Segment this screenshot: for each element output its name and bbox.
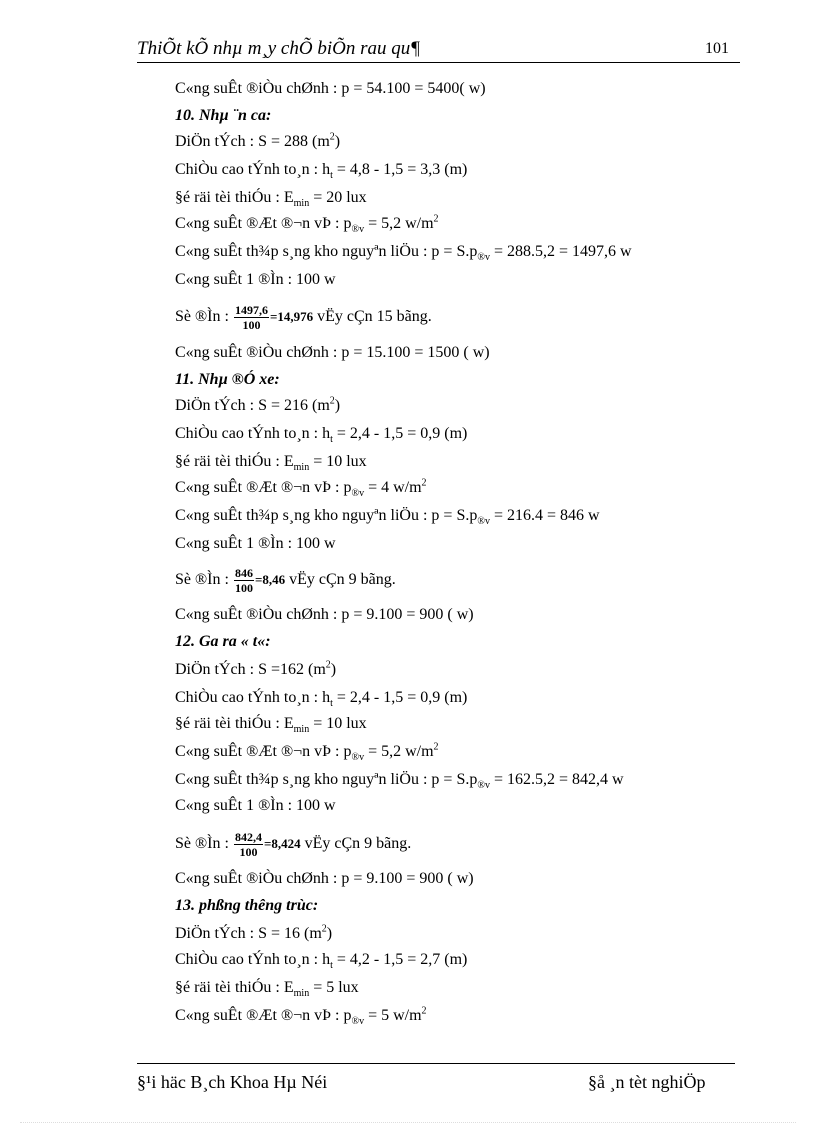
text-line: DiÖn tÝch : S = 216 $(m^2)$ (175, 395, 341, 414)
footer-divider (137, 1063, 735, 1064)
text-line: DiÖn tÝch : S =162 $(m^2)$ (175, 659, 337, 678)
fraction: $\frac{846}{100}$ (234, 566, 253, 595)
section-heading: 13. phßng thêng trùc: (175, 897, 319, 914)
text-line: C«ng suÊt ®iÒu chØnh : p = 15.100 = 1500 ( w) (175, 344, 490, 361)
text-line: C«ng suÊt ®Æt ®¬n vÞ : $p_{®v} = 4$ $w/m^2$ (175, 477, 427, 500)
text-line: C«ng suÊt 1 ®Ìn : 100 w (175, 535, 336, 552)
text-line: ChiÒu cao tÝnh to¸n : $h_t = 4,8 - 1,5 = 3,3$ (m) (175, 161, 468, 182)
text-line: C«ng suÊt ®iÒu chØnh : p = 54.100 = 5400( w) (175, 80, 486, 97)
section-heading: 12. Ga ra « t«: (175, 633, 271, 650)
section-heading: 11. Nhµ ®Ó xe: (175, 371, 280, 388)
footer-project: §å ¸n tèt nghiÖp (588, 1072, 706, 1092)
section-heading: 10. Nhµ ¨n ca: (175, 107, 272, 124)
text-line: ChiÒu cao tÝnh to¸n : $h_t = 4,2 - 1,5 = 2,7$ (m) (175, 951, 468, 972)
text-line: §é räi tèi thiÓu : $E_{min} = 5$ lux (175, 979, 359, 1000)
page-header-title: ThiÕt kÕ nhµ m¸y chÕ biÕn rau qu¶ (137, 38, 421, 59)
text-line: C«ng suÊt ®iÒu chØnh : p = 9.100 = 900 ( w) (175, 606, 474, 623)
fraction-line: Sè ®Ìn : $\frac{1497,6}{100}$ =14,976 vËy cÇn 15 bãng. (175, 303, 432, 332)
fraction: $\frac{1497,6}{100}$ (234, 303, 268, 332)
text-line: C«ng suÊt 1 ®Ìn : 100 w (175, 797, 336, 814)
text-line: DiÖn tÝch : S = 16 $(m^2)$ (175, 923, 333, 942)
header-divider (137, 62, 740, 63)
text-line: ChiÒu cao tÝnh to¸n : $h_t = 2,4 - 1,5 = 0,9$ (m) (175, 425, 468, 446)
text-line: C«ng suÊt ®iÒu chØnh : p = 9.100 = 900 ( w) (175, 870, 474, 887)
text-line: C«ng suÊt ®Æt ®¬n vÞ : $p_{®v} = 5,2$ $w/m^2$ (175, 213, 439, 236)
text-line: ChiÒu cao tÝnh to¸n : $h_t = 2,4 - 1,5 = 0,9$ (m) (175, 689, 468, 710)
text-line: C«ng suÊt th¾p s¸ng kho nguyªn liÖu : $p = S.p_{®v} = 288.5,2 = 1497,6$ w (175, 243, 632, 264)
text-line: C«ng suÊt th¾p s¸ng kho nguyªn liÖu : $p = S.p_{®v} = 162.5,2 = 842,4$ w (175, 771, 624, 792)
text-line: C«ng suÊt 1 ®Ìn : 100 w (175, 271, 336, 288)
fraction-line: Sè ®Ìn : $\frac{842,4}{100}$ =8,424 vËy cÇn 9 bãng. (175, 830, 412, 859)
footer-university: §¹i häc B¸ch Khoa Hµ Néi (137, 1072, 328, 1092)
text-line: C«ng suÊt ®Æt ®¬n vÞ : $p_{®v} = 5,2$ $w/m^2$ (175, 741, 439, 764)
text-line: C«ng suÊt th¾p s¸ng kho nguyªn liÖu : $p = S.p_{®v} = 216.4 = 846$ w (175, 507, 600, 528)
page-number: 101 (705, 40, 729, 57)
fraction-line: Sè ®Ìn : $\frac{846}{100}$ =8,46 vËy cÇn 9 bãng. (175, 566, 396, 595)
text-line: §é räi tèi thiÓu : $E_{min} = 10$ lux (175, 453, 367, 474)
text-line: DiÖn tÝch : S = 288 $(m^2)$ (175, 131, 341, 150)
text-line: §é räi tèi thiÓu : $E_{min} = 10$ lux (175, 715, 367, 736)
fraction: $\frac{842,4}{100}$ (234, 830, 262, 859)
text-line: §é räi tèi thiÓu : $E_{min} = 20$ lux (175, 189, 367, 210)
text-line: C«ng suÊt ®Æt ®¬n vÞ : $p_{®v} = 5$ $w/m^2$ (175, 1005, 427, 1028)
